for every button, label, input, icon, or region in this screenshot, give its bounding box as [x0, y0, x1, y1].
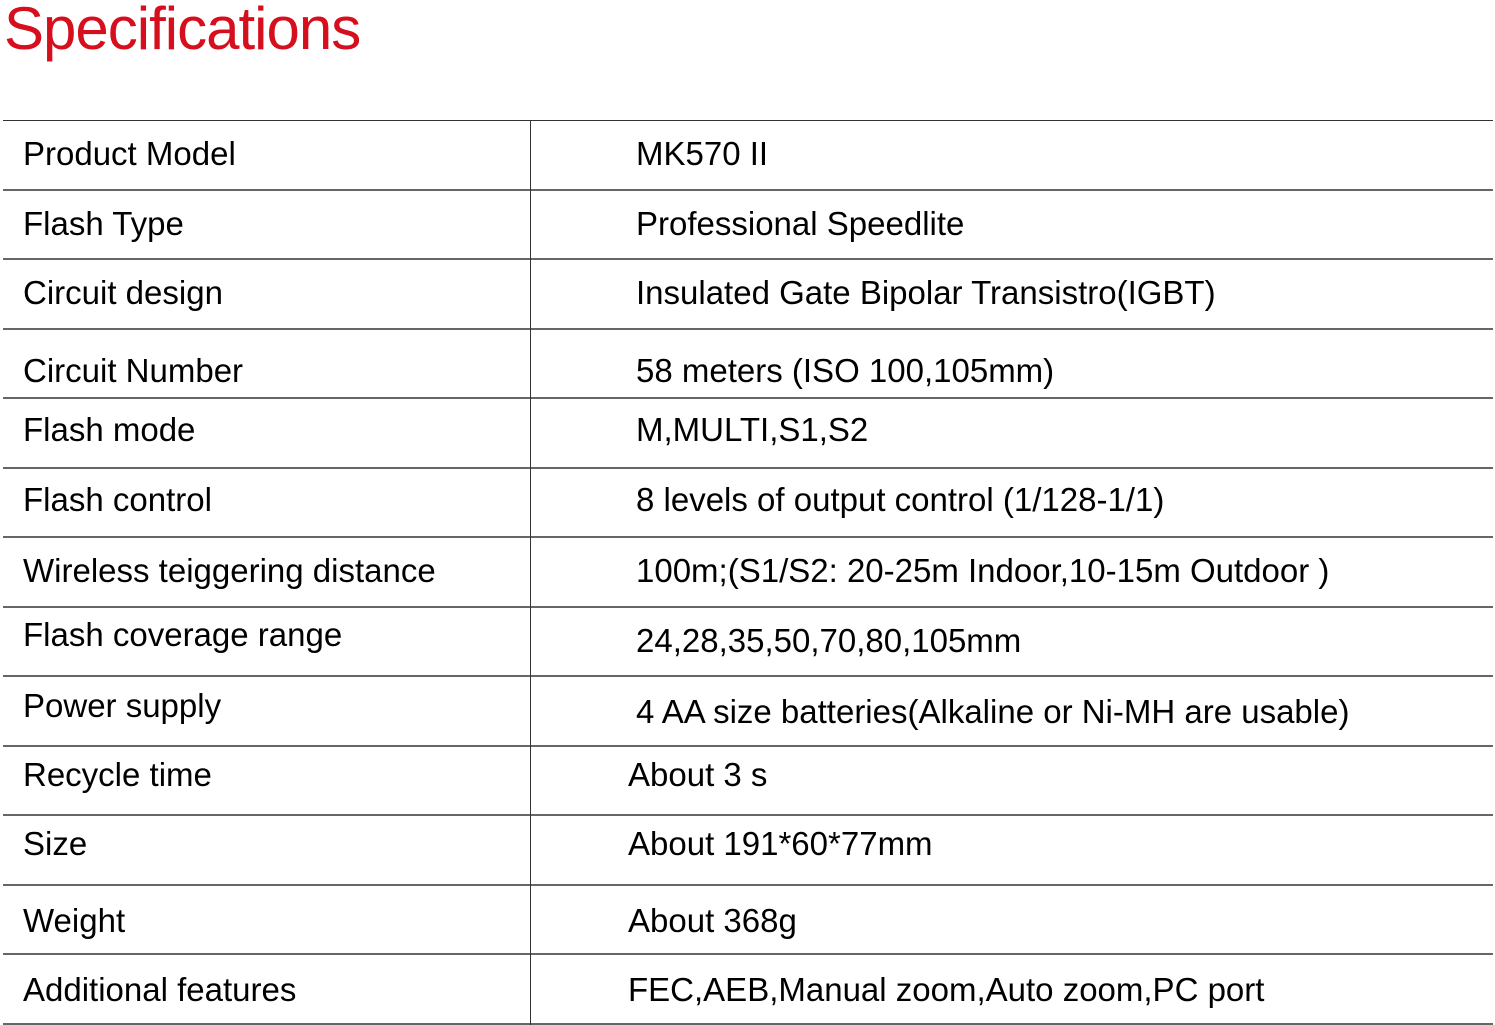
row-value: 8 levels of output control (1/128-1/1)	[636, 480, 1165, 518]
column-divider	[530, 886, 531, 956]
column-divider	[530, 747, 531, 817]
column-divider	[530, 608, 531, 678]
table-row	[3, 260, 1493, 330]
row-value: Professional Speedlite	[636, 204, 965, 242]
row-label: Flash coverage range	[23, 615, 343, 653]
column-divider	[530, 260, 531, 330]
row-value: FEC,AEB,Manual zoom,Auto zoom,PC port	[628, 971, 1265, 1008]
row-label: Flash Type	[23, 204, 184, 242]
table-row	[3, 886, 1493, 956]
column-divider	[530, 191, 531, 261]
row-value: 4 AA size batteries(Alkaline or Ni-MH are usable)	[636, 693, 1350, 730]
table-row	[3, 121, 1493, 191]
table-row	[3, 399, 1493, 469]
row-label: Weight	[23, 901, 126, 939]
row-value: 24,28,35,50,70,80,105mm	[636, 621, 1022, 659]
row-value: Insulated Gate Bipolar Transistro(IGBT)	[636, 274, 1216, 311]
row-label: Power supply	[23, 687, 222, 724]
specifications-table	[3, 120, 1493, 1025]
page-title: Specifications	[4, 0, 361, 62]
column-divider	[530, 399, 531, 469]
table-row	[3, 608, 1493, 678]
row-value: About 191*60*77mm	[628, 825, 933, 862]
row-value: About 368g	[628, 901, 797, 939]
row-label: Wireless teiggering distance	[23, 552, 436, 589]
row-value: About 3 s	[628, 755, 768, 793]
row-label: Circuit design	[23, 274, 223, 311]
table-row	[3, 538, 1493, 608]
row-label: Flash control	[23, 480, 212, 518]
table-row	[3, 469, 1493, 539]
table-row	[3, 191, 1493, 261]
row-label: Circuit Number	[23, 351, 244, 389]
column-divider	[530, 330, 531, 400]
row-label: Additional features	[23, 971, 297, 1008]
table-row	[3, 330, 1493, 400]
row-value: MK570 II	[636, 135, 769, 172]
table-row	[3, 747, 1493, 817]
row-label: Product Model	[23, 135, 236, 172]
column-divider	[530, 955, 531, 1025]
column-divider	[530, 469, 531, 539]
row-label: Size	[23, 825, 88, 862]
row-label: Flash mode	[23, 411, 196, 448]
column-divider	[530, 816, 531, 886]
row-value: M,MULTI,S1,S2	[636, 411, 869, 448]
table-row	[3, 677, 1493, 747]
table-row	[3, 816, 1493, 886]
table-row	[3, 955, 1493, 1025]
column-divider	[530, 538, 531, 608]
row-label: Recycle time	[23, 755, 212, 793]
column-divider	[530, 121, 531, 191]
row-value: 58 meters (ISO 100,105mm)	[636, 351, 1055, 389]
row-value: 100m;(S1/S2: 20-25m Indoor,10-15m Outdoor )	[636, 552, 1330, 589]
column-divider	[530, 677, 531, 747]
